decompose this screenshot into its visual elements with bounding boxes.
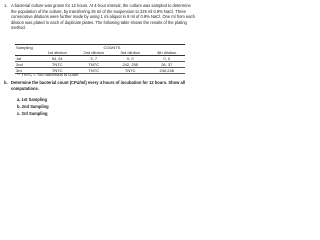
tntc-note: ** TNTC = Too numerous to count xyxy=(17,72,79,77)
table-cell: 240,246 xyxy=(149,68,186,74)
table-cell: 0, 0 xyxy=(112,56,149,62)
column-header: 4th dilution xyxy=(149,50,186,56)
column-header: 2nd dilution xyxy=(76,50,113,56)
table-cell: 54, 61 xyxy=(39,56,76,62)
answer-item-1st-sampling: a. 1st Sampling xyxy=(17,97,48,102)
table-cell: 242, 255 xyxy=(112,62,149,68)
row-label: 1st xyxy=(15,56,39,62)
table-cell: TNTC xyxy=(76,62,113,68)
part-b-text: Determine the bacterial count (CFU/ml) every 4 hours of incubation for 12 hours. Show all computations. xyxy=(11,80,186,91)
sampling-header: Sampling xyxy=(15,45,39,51)
row-label: 3rd xyxy=(15,68,39,74)
table-cell: TNTC xyxy=(76,68,113,74)
row-label: 2nd xyxy=(15,62,39,68)
table-cell: 26, 37 xyxy=(149,62,186,68)
answer-item-3rd-sampling: c. 3rd Sampling xyxy=(17,111,48,117)
answer-item-2nd-sampling: b. 2nd Sampling xyxy=(17,104,49,110)
counts-table xyxy=(15,44,185,74)
problem-statement xyxy=(4,3,196,31)
table-cell: 0, 0 xyxy=(149,56,186,62)
answer-list xyxy=(17,96,49,118)
table-cell: TNTC xyxy=(112,68,149,74)
table-cell: TNTC xyxy=(39,68,76,74)
counts-header: COUNTS xyxy=(39,45,185,51)
part-b-question xyxy=(4,80,194,91)
table-cell: 3, 7 xyxy=(76,56,113,62)
part-b-letter: b. xyxy=(4,80,8,85)
problem-text: A bacterial culture was grown for 12 hours. At 4-hour interval, the culture was sampled to determine the population of the culture, by transferring 25 ml of the suspension to 225 ml 0.9% NaCl. Three consecutive dilutions were further made by using 1 ml aliquot in 9 ml of 0.9% NaCl. One ml from each dilution was plated in each of duplicate plates. The following table shows the results of the plating method. xyxy=(11,3,195,31)
problem-number: 1. xyxy=(4,3,8,8)
table-cell: TNTC xyxy=(39,62,76,68)
column-header: 3rd dilution xyxy=(112,50,149,56)
column-header: 1st dilution xyxy=(39,50,76,56)
